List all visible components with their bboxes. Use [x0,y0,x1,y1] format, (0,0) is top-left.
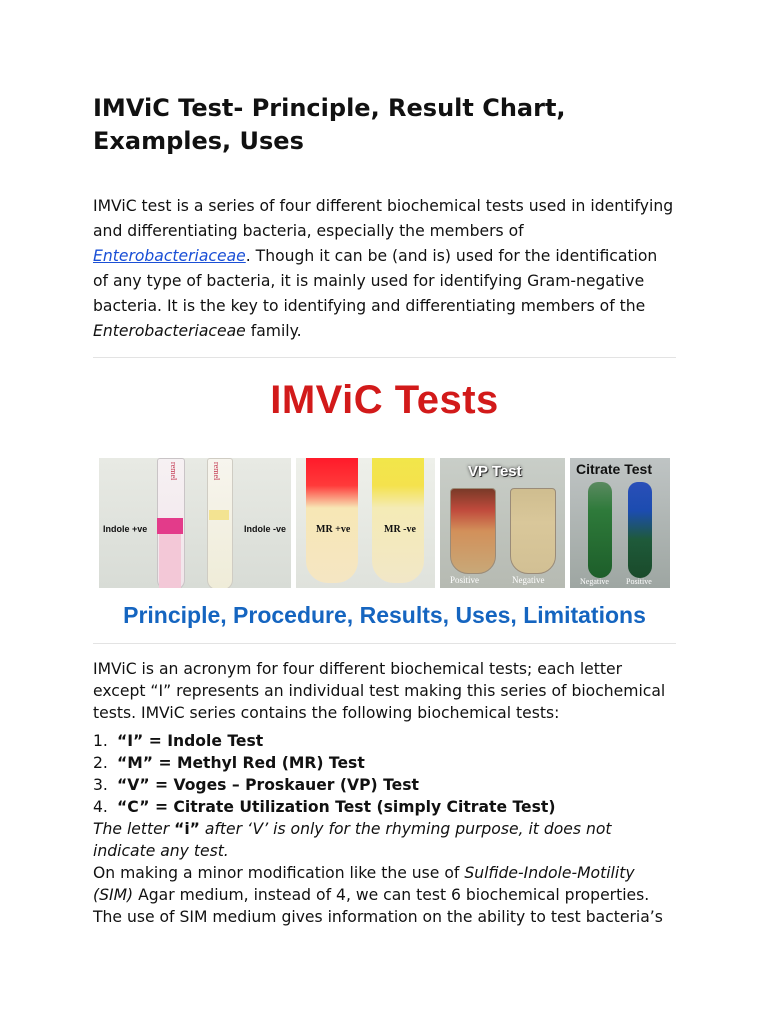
banner-subtitle: Principle, Procedure, Results, Uses, Limitations [123,602,646,628]
list-number: 2. [93,754,108,772]
indole-positive-ring [157,518,183,534]
list-item [93,730,676,752]
intro-text-1: IMViC test is a series of four different biochemical tests used in identifying and differentiating bacteria, especially the members of [93,197,674,240]
imvic-test-list [93,730,676,818]
list-text: “M” = Methyl Red (MR) Test [117,754,365,772]
note-bold-i: “i” [174,820,200,838]
vp-negative-tube [510,488,556,574]
list-text: “I” = Indole Test [117,732,264,750]
list-number: 4. [93,798,108,816]
mr-positive-label: MR +ve [316,524,351,535]
intro-text-2: . Though it can be (and is) used for the identification of any type of bacteria, it is mainly used for identifying Gram-negative bacteria. It is the key to identifying and differentiating members of the [93,247,658,315]
indole-test-photo [99,458,291,588]
indole-negative-label: Indole -ve [244,524,287,534]
list-item [93,796,676,818]
vp-negative-label: Negative [512,575,545,585]
vp-positive-tube [450,488,496,574]
mr-negative-label: MR -ve [384,524,416,535]
indole-negative-ring [209,510,229,520]
indole-positive-medium [159,534,181,588]
citrate-test-header: Citrate Test [576,461,652,477]
vp-test-photo [440,458,565,588]
article [93,92,676,928]
sim-text-2: Agar medium, instead of 4, we can test 6 biochemical properties. The use of SIM medium gives information on the ability to test bacteria’s [93,886,663,926]
note-text-1: The letter [93,820,175,838]
citrate-test-photo [570,458,670,588]
list-item [93,752,676,774]
note-text-2: after ‘V’ is only for the rhyming purpose, it does not indicate any test. [93,820,612,860]
vp-test-header: VP Test [468,463,522,480]
imvic-banner-image [93,358,676,643]
sim-text-1: On making a minor modification like the use of [93,864,465,882]
remel-logo-1: remel [169,462,178,481]
citrate-positive-tube [628,482,652,578]
mr-negative-tube [372,458,424,583]
acronym-paragraph: IMViC is an acronym for four different biochemical tests; each letter except “I” represents an individual test making this series of biochemical tests. IMViC series contains the following biochemical tests: [93,660,666,722]
rhyming-note [93,818,676,862]
page-title: IMViC Test- Principle, Result Chart, Examples, Uses [93,94,566,155]
intro-paragraph [93,194,676,344]
list-number: 1. [93,732,108,750]
citrate-positive-label: Positive [626,577,652,586]
citrate-negative-label: Negative [580,577,609,586]
sim-italic-term: Sulfide-Indole-Motility (SIM) [93,864,635,904]
remel-logo-2: remel [212,462,221,481]
sim-paragraph [93,862,676,928]
citrate-negative-tube [588,482,612,578]
intro-text-3: family. [245,322,302,340]
list-item [93,774,676,796]
indole-positive-label: Indole +ve [103,524,148,534]
list-text: “V” = Voges – Proskauer (VP) Test [117,776,419,794]
intro-italic-term: Enterobacteriaceae [93,322,246,340]
mr-positive-tube [306,458,358,583]
divider-bottom [93,643,676,644]
banner-title: IMViC Tests [270,378,499,422]
list-text: “C” = Citrate Utilization Test (simply Citrate Test) [117,798,556,816]
vp-positive-label: Positive [450,575,480,585]
list-number: 3. [93,776,108,794]
methyl-red-photo [296,458,435,588]
enterobacteriaceae-link[interactable]: Enterobacteriaceae [93,247,246,265]
